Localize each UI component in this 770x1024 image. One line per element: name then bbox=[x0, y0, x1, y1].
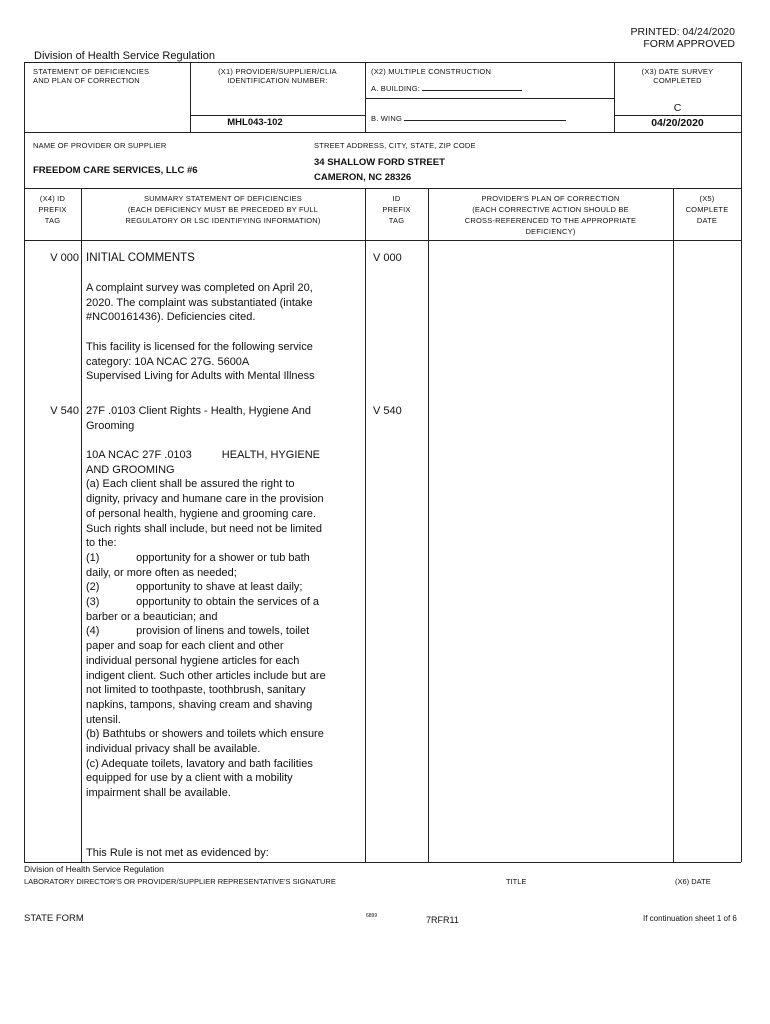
license-paragraph: This facility is licensed for the following service category: 10A NCAC 27G. 5600A Supervised Living for Adults with Mental Illness bbox=[86, 341, 315, 383]
printed-date: PRINTED: 04/24/2020 bbox=[630, 26, 735, 38]
tag-v000-right: V 000 bbox=[373, 252, 402, 264]
tag-v000-left: V 000 bbox=[50, 252, 79, 264]
continuation-label: If continuation sheet 1 of 6 bbox=[643, 914, 737, 923]
tag-v540-right: V 540 bbox=[373, 405, 402, 417]
x5-header: (X5) COMPLETE DATE bbox=[685, 194, 729, 225]
statement-label: STATEMENT OF DEFICIENCIES AND PLAN OF CORRECTION bbox=[33, 67, 150, 85]
rule-not-met: This Rule is not met as evidenced by: bbox=[86, 847, 269, 859]
plan-header: PROVIDER'S PLAN OF CORRECTION (EACH CORRECTIVE ACTION SHOULD BE CROSS-REFERENCED TO THE APPROPRIATE DEFICIENCY) bbox=[464, 194, 637, 236]
address-line-2: CAMERON, NC 28326 bbox=[314, 172, 412, 183]
provider-name-label: NAME OF PROVIDER OR SUPPLIER bbox=[33, 141, 167, 150]
x2-label: (X2) MULTIPLE CONSTRUCTION bbox=[371, 67, 492, 76]
form-code: 7RFR11 bbox=[426, 915, 459, 925]
wing-field: B. WING bbox=[371, 114, 566, 123]
form-number-small: 6899 bbox=[366, 913, 378, 919]
building-field: A. BUILDING: bbox=[371, 84, 522, 93]
survey-code: C bbox=[673, 102, 682, 114]
provider-name: FREEDOM CARE SERVICES, LLC #6 bbox=[33, 165, 198, 176]
form-approved: FORM APPROVED bbox=[643, 38, 735, 50]
title-label: TITLE bbox=[506, 877, 527, 886]
survey-date: 04/20/2020 bbox=[651, 117, 704, 129]
initial-comments-title: INITIAL COMMENTS bbox=[86, 252, 195, 264]
x4-header: (X4) ID PREFIX TAG bbox=[38, 194, 67, 225]
rule-text: 10A NCAC 27F .0103 HEALTH, HYGIENE AND GROOMING (a) Each client shall be assured the right to dignity, privacy and humane care in the provision of personal health, hygiene and grooming care. Such rights shall include, but need not be limited to the: (1) opportunity for a shower or tub bath daily, or more often as needed; (2) opportunity to shave at least daily; (3) opportunity to obtain the services of a barber or a beautician; and (4) provision of linens and towels, toilet paper and soap for each client and other individual personal hygiene articles for each indigent client. Such other articles include but are not limited to toothpaste, toothbrush, sanitary napkins, tampons, shaving cream and shaving utensil. (b) Bathtubs or showers and toilets which ensure individual privacy shall be available. (c) Adequate toilets, lavatory and bath facilities equipped for use by a client with a mobility impairment shall be available. bbox=[86, 449, 326, 800]
address-label: STREET ADDRESS, CITY, STATE, ZIP CODE bbox=[314, 141, 476, 150]
tag-v540-left: V 540 bbox=[50, 405, 79, 417]
signature-label: LABORATORY DIRECTOR'S OR PROVIDER/SUPPLIER REPRESENTATIVE'S SIGNATURE bbox=[24, 877, 336, 886]
date-label: (X6) DATE bbox=[675, 877, 711, 886]
id-header: ID PREFIX TAG bbox=[382, 194, 411, 225]
x3-label: (X3) DATE SURVEY COMPLETED bbox=[641, 67, 714, 85]
provider-id: MHL043-102 bbox=[227, 117, 283, 128]
summary-header: SUMMARY STATEMENT OF DEFICIENCIES (EACH DEFICIENCY MUST BE PRECEDED BY FULL REGULATORY OR LSC IDENTIFYING INFORMATION) bbox=[125, 194, 321, 225]
footer-division: Division of Health Service Regulation bbox=[24, 864, 164, 874]
state-form-label: STATE FORM bbox=[24, 913, 84, 924]
complaint-paragraph: A complaint survey was completed on April 20, 2020. The complaint was substantiated (intake #NC00161436). Deficiencies cited. bbox=[86, 282, 313, 324]
client-rights-title: 27F .0103 Client Rights - Health, Hygiene And Grooming bbox=[86, 405, 312, 432]
division-title: Division of Health Service Regulation bbox=[34, 50, 215, 62]
address-line-1: 34 SHALLOW FORD STREET bbox=[314, 157, 445, 168]
x1-label: (X1) PROVIDER/SUPPLIER/CLIA IDENTIFICATION NUMBER: bbox=[218, 67, 337, 85]
